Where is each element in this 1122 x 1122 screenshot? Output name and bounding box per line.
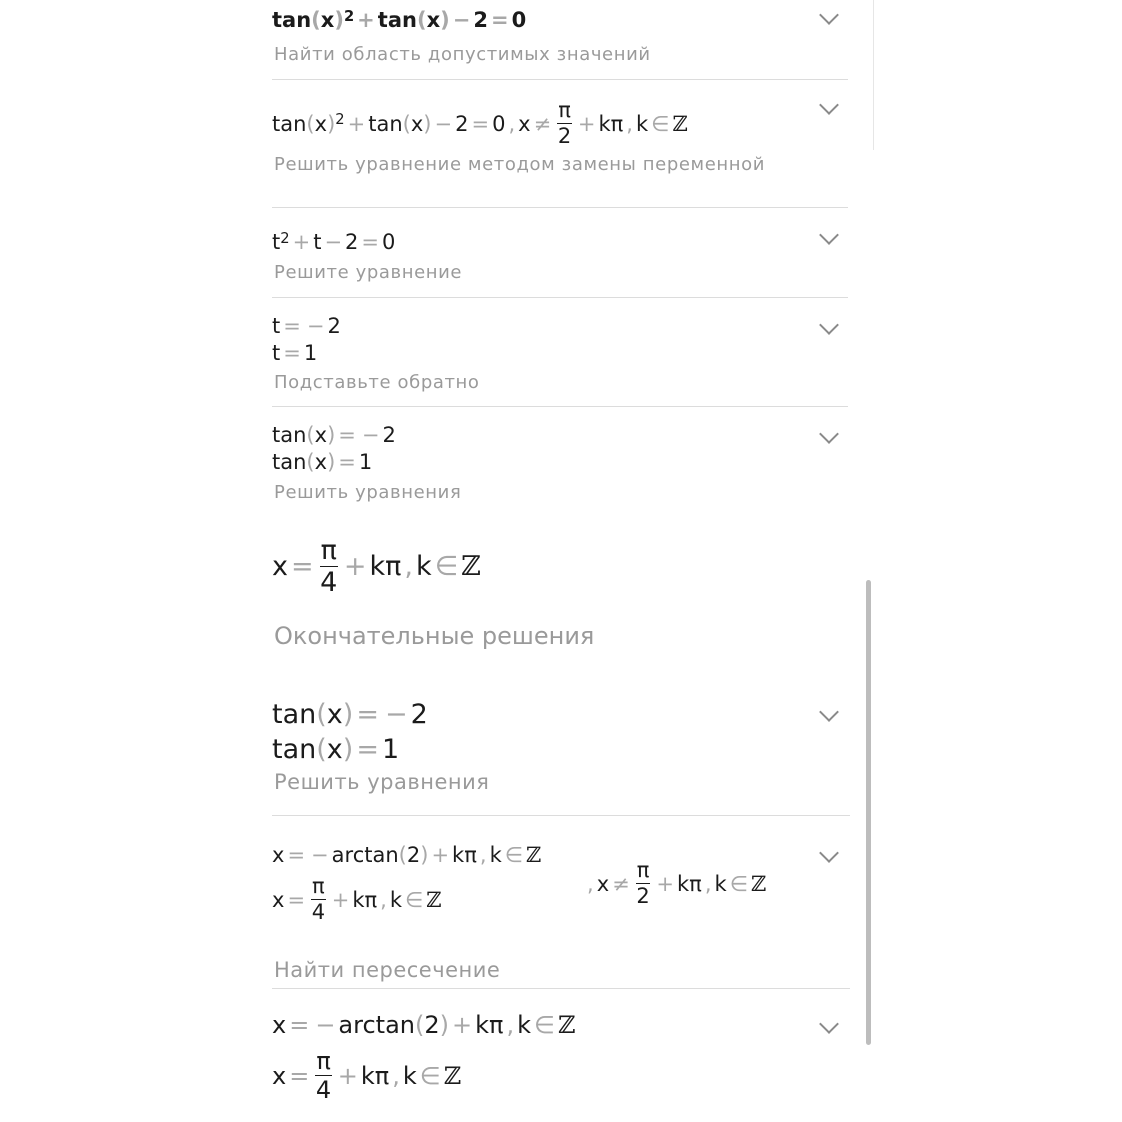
- step-expression: tan ( x ) = 1: [272, 450, 373, 474]
- chevron-down-icon[interactable]: [819, 702, 839, 722]
- step-expression: tan ( x ) = − 2: [272, 699, 428, 730]
- step-expression: x = $\frac{\pi}{4}$ + k π , k ∈ ℤ: [272, 1047, 462, 1104]
- final-expression: x = $\frac{\pi}{4}$ + k π , k ∈ ℤ: [272, 535, 481, 598]
- chevron-down-icon[interactable]: [819, 424, 839, 444]
- step-caption: Решите уравнение: [274, 262, 463, 283]
- step-expression: t $^2$ + t − 2 = 0: [272, 229, 396, 254]
- divider: [272, 988, 850, 989]
- fraction: $\frac{\pi}{4}$: [320, 535, 338, 598]
- scrollbar[interactable]: [866, 580, 871, 1045]
- divider: [272, 297, 848, 298]
- fraction: $\frac{\pi}{4}$: [315, 1047, 332, 1104]
- chevron-down-icon[interactable]: [819, 95, 839, 115]
- final-caption: Окончательные решения: [274, 622, 595, 650]
- fraction: $\frac{\pi}{2}$: [636, 858, 650, 908]
- step-caption: Подставьте обратно: [274, 372, 480, 393]
- fraction: $\frac{\pi}{4}$: [311, 874, 326, 924]
- chevron-down-icon[interactable]: [819, 1014, 839, 1034]
- step-expression: tan ( x ) $^2$ + tan ( x ) − 2 = 0 , x ≠ $\frac{\pi}{2}$ + k π , k ∈ ℤ: [272, 98, 688, 148]
- step-caption: Решить уравнения: [274, 770, 490, 794]
- step-caption: Найти пересечение: [274, 958, 501, 982]
- divider: [272, 79, 848, 80]
- fraction: $\frac{\pi}{2}$: [557, 98, 572, 148]
- step-expression: tan ( x ) = − 2: [272, 423, 396, 447]
- step-expression: x = − arctan ( 2 ) + k π , k ∈ ℤ: [272, 1011, 576, 1039]
- step-caption: Найти область допустимых значений: [274, 44, 651, 65]
- solution-steps-top: [0, 0, 1122, 515]
- divider: [272, 406, 848, 407]
- step-caption: Решить уравнение методом замены переменной: [274, 154, 766, 175]
- divider: [272, 815, 850, 816]
- step-expression: t = − 2: [272, 314, 341, 338]
- solution-steps-bottom: [0, 515, 1122, 1122]
- chevron-down-icon[interactable]: [819, 5, 839, 25]
- step-expression: x = $\frac{\pi}{4}$ + k π , k ∈ ℤ: [272, 874, 442, 924]
- chevron-down-icon[interactable]: [819, 225, 839, 245]
- step-expression: x = − arctan ( 2 ) + k π , k ∈ ℤ: [272, 843, 542, 867]
- step-caption: Решить уравнения: [274, 482, 462, 503]
- chevron-down-icon[interactable]: [819, 843, 839, 863]
- domain-condition: , x ≠ $\frac{\pi}{2}$ + k π , k ∈ ℤ: [587, 858, 767, 908]
- step-expression: t = 1: [272, 341, 318, 365]
- step-expression: tan ( x ) = 1: [272, 734, 400, 765]
- divider: [272, 207, 848, 208]
- panel-edge: [873, 0, 874, 150]
- step-expression: tan ( x ) $^2$ + tan ( x ) − 2 = 0: [272, 7, 527, 32]
- chevron-down-icon[interactable]: [819, 315, 839, 335]
